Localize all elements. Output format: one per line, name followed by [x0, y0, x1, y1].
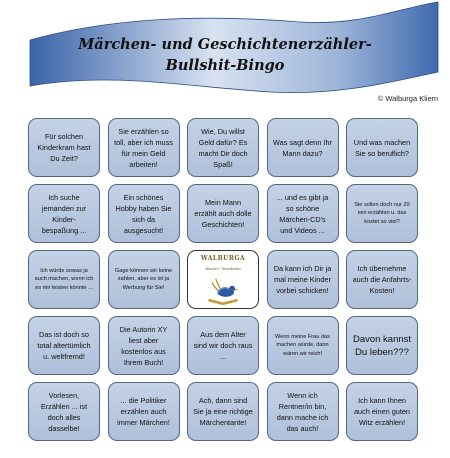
- copyright-notice: © Walburga Kliem: [377, 94, 438, 103]
- bingo-cell[interactable]: Davon kannst Du leben???: [346, 316, 418, 375]
- logo-subtitle: Märchen · Geschichten: [205, 267, 241, 271]
- bingo-cell[interactable]: Da kann ich Dir ja mal meine Kinder vorbei schicken!: [267, 250, 339, 309]
- bingo-cell[interactable]: Sie sollen doch nur 20 min erzählen u. das kostet so viel?: [346, 184, 418, 243]
- title-line-2: Bullshit-Bingo: [165, 57, 285, 74]
- bingo-cell[interactable]: Wenn ich Rentner/in bin, dann mache ich das auch!: [267, 382, 339, 441]
- bingo-cell[interactable]: Sie erzählen so toll, aber ich muss für mein Geld arbeiten!: [108, 118, 180, 177]
- title-line-1: Märchen- und Geschichtenerzähler-: [78, 36, 372, 53]
- logo-wordmark: WALBURGA: [200, 255, 246, 262]
- bingo-cell[interactable]: Die Autorin XY liest aber kostenlos aus Ihrem Buch!: [108, 316, 180, 375]
- bingo-cell[interactable]: Wenn meine Frau das machen würde, dann wären wir reich!: [267, 316, 339, 375]
- bingo-cell[interactable]: Was sagt denn Ihr Mann dazu?: [267, 118, 339, 177]
- bingo-cell[interactable]: Und was machen Sie so beruflich?: [346, 118, 418, 177]
- bingo-cell[interactable]: Ein schönes Hobby haben Sie sich da ausgesucht!: [108, 184, 180, 243]
- bingo-cell[interactable]: Wie, Du willst Geld dafür? Es macht Dir doch Spaß!: [187, 118, 259, 177]
- bird-on-book-logo-icon: [201, 275, 245, 306]
- bingo-cell[interactable]: Ich würde sowas ja auch machen, wenn ich es mir leisten könnte ...: [28, 250, 100, 309]
- bingo-cell[interactable]: Aus dem Alter sind wir doch raus ...: [187, 316, 259, 375]
- free-center-cell: [187, 250, 259, 309]
- page-title: [40, 34, 410, 76]
- bingo-cell[interactable]: ... und es gibt ja so schöne Märchen-CD's und Videos ...: [267, 184, 339, 243]
- bingo-cell[interactable]: Vorlesen, Erzählen ... ist doch alles dasselbe!: [28, 382, 100, 441]
- bingo-grid: [28, 118, 414, 448]
- bingo-cell[interactable]: Das ist doch so total altertümlich u. weltfremd!: [28, 316, 100, 375]
- bingo-cell[interactable]: Mein Mann erzählt auch dolle Geschichten!: [187, 184, 259, 243]
- bingo-cell[interactable]: Ach, dann sind Sie ja eine richtige Märchentante!: [187, 382, 259, 441]
- bingo-cell[interactable]: ... die Politiker erzählen auch immer Märchen!: [108, 382, 180, 441]
- bingo-cell[interactable]: Gage können wir keine zahlen, aber es ist ja Werbung für Sie!: [108, 250, 180, 309]
- bingo-cell[interactable]: Ich suche jemanden zur Kinder-bespaßung ...: [28, 184, 100, 243]
- bingo-cell[interactable]: Ich kann Ihnen auch einen guten Witz erzählen!: [346, 382, 418, 441]
- bingo-cell[interactable]: Ich übernehme auch die Anfahrts-Kosten!: [346, 250, 418, 309]
- bingo-cell[interactable]: Für solchen Kinderkram hast Du Zeit?: [28, 118, 100, 177]
